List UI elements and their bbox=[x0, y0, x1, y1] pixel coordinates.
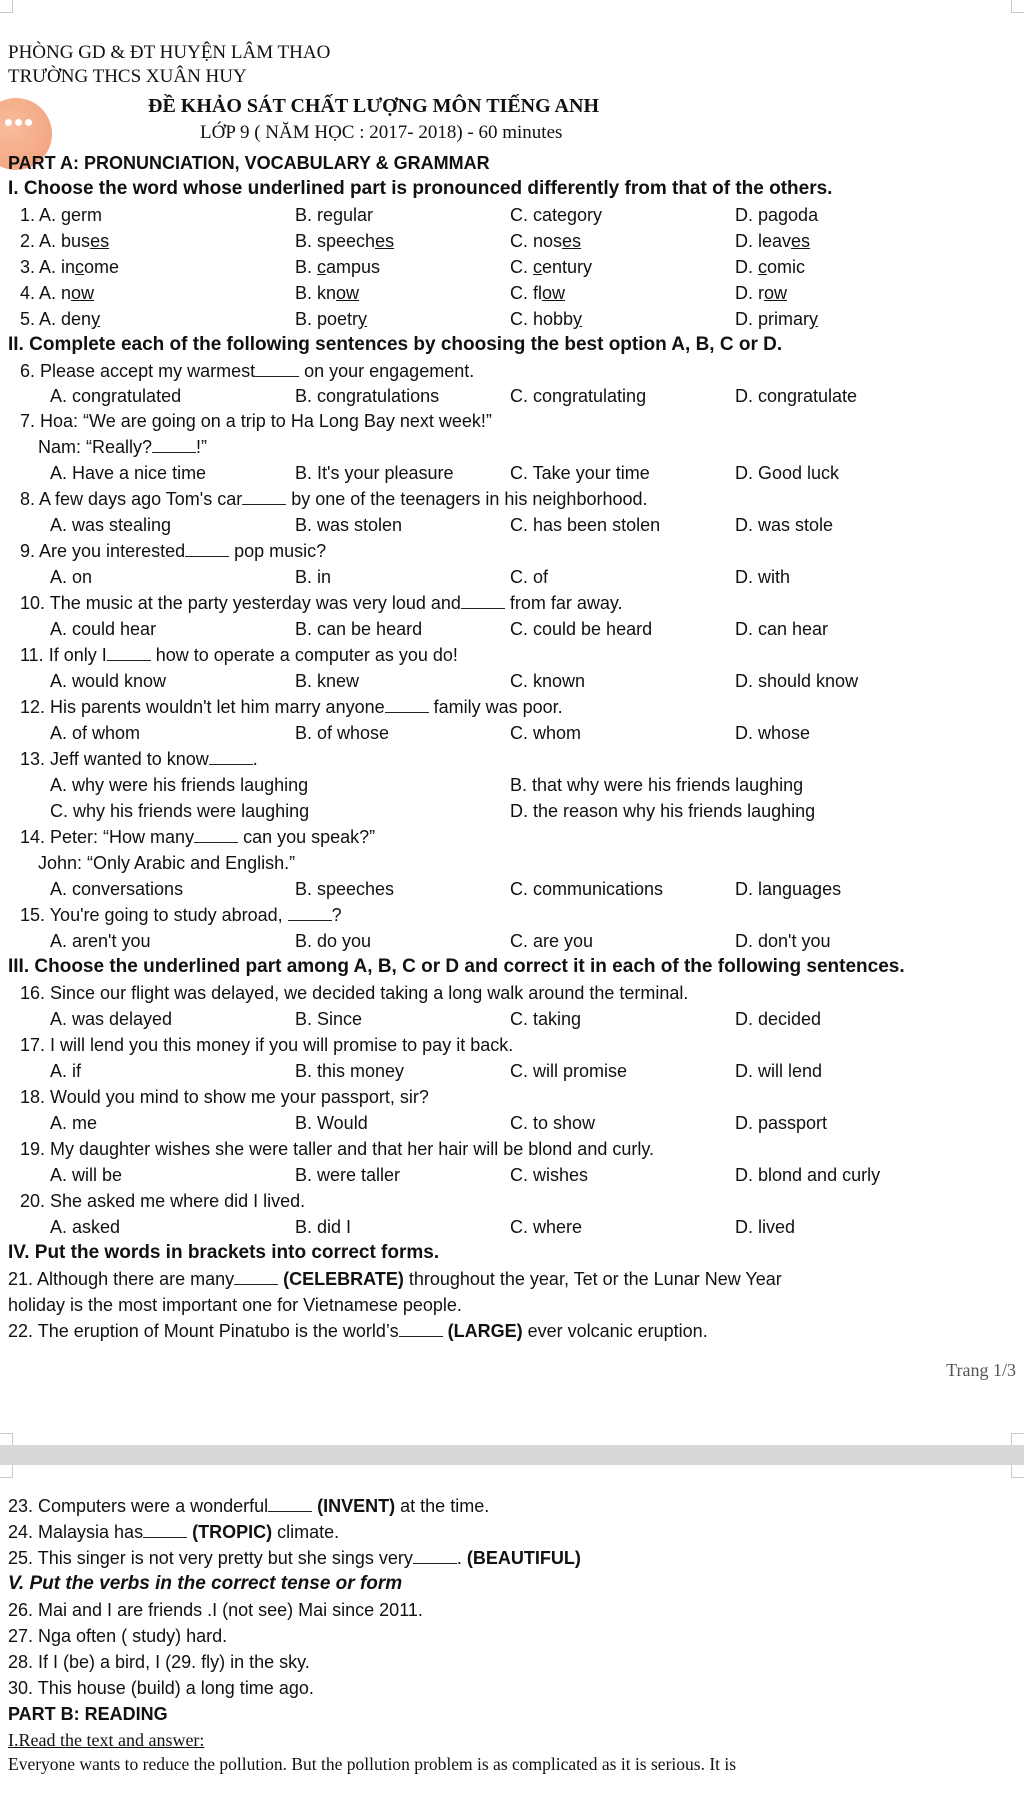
question-14-reply: John: “Only Arabic and English.” bbox=[38, 853, 296, 873]
q19-option-b: B. were taller bbox=[295, 1165, 401, 1185]
q12-option-d: D. whose bbox=[735, 723, 811, 743]
question-11: 11. If only I how to operate a computer as you do! bbox=[20, 645, 458, 665]
q10-option-a: A. could hear bbox=[50, 619, 157, 639]
reading-text: Everyone wants to reduce the pollution. But the pollution problem is as complicated as it is serious. It is bbox=[8, 1754, 737, 1774]
q6-option-d: D. congratulate bbox=[735, 386, 858, 406]
part-a-heading: PART A: PRONUNCIATION, VOCABULARY & GRAMMAR bbox=[8, 153, 490, 173]
page-number: Trang 1/3 bbox=[946, 1360, 1016, 1380]
q19-option-c: C. wishes bbox=[510, 1165, 589, 1185]
section-1-heading: I. Choose the word whose underlined part is pronounced differently from that of the others. bbox=[8, 178, 833, 199]
q13-option-c: C. why his friends were laughing bbox=[50, 801, 310, 821]
section-3-heading: III. Choose the underlined part among A, B, C or D and correct it in each of the following sentences. bbox=[8, 956, 905, 977]
question-7-reply: Nam: “Really? !” bbox=[38, 437, 208, 457]
question-10: 10. The music at the party yesterday was very loud and from far away. bbox=[20, 593, 623, 613]
question-18: 18. Would you mind to show me your passport, sir? bbox=[20, 1087, 429, 1107]
question-21: 21. Although there are many (CELEBRATE) throughout the year, Tet or the Lunar New Year bbox=[8, 1269, 782, 1289]
section-4-heading: IV. Put the words in brackets into correct forms. bbox=[8, 1242, 440, 1263]
q7-option-c: C. Take your time bbox=[510, 463, 650, 483]
q14-option-c: C. communications bbox=[510, 879, 664, 899]
question-21-cont: holiday is the most important one for Vietnamese people. bbox=[8, 1295, 462, 1315]
page-separator bbox=[0, 1445, 1024, 1465]
q17-option-c: C. will promise bbox=[510, 1061, 628, 1081]
header-dept: PHÒNG GD & ĐT HUYỆN LÂM THAO bbox=[8, 42, 331, 63]
question-9: 9. Are you interested pop music? bbox=[20, 541, 327, 561]
section-2-heading: II. Complete each of the following sentences by choosing the best option A, B, C or D. bbox=[8, 334, 783, 355]
page-corner-mark bbox=[1011, 1465, 1024, 1478]
section-5-heading: V. Put the verbs in the correct tense or form bbox=[8, 1573, 403, 1594]
q6-option-a: A. congratulated bbox=[50, 386, 182, 406]
q7-option-b: B. It's your pleasure bbox=[295, 463, 454, 483]
q20-option-c: C. where bbox=[510, 1217, 583, 1237]
q20-option-a: A. asked bbox=[50, 1217, 121, 1237]
q15-option-b: B. do you bbox=[295, 931, 372, 951]
question-17: 17. I will lend you this money if you will promise to pay it back. bbox=[20, 1035, 514, 1055]
page-corner-mark bbox=[0, 0, 13, 13]
question-20: 20. She asked me where did I lived. bbox=[20, 1191, 306, 1211]
q9-option-a: A. on bbox=[50, 567, 93, 587]
q16-option-a: A. was delayed bbox=[50, 1009, 173, 1029]
page-corner-mark bbox=[0, 1465, 13, 1478]
q9-option-c: C. of bbox=[510, 567, 549, 587]
q7-option-d: D. Good luck bbox=[735, 463, 840, 483]
q11-option-b: B. knew bbox=[295, 671, 360, 691]
question-25: 25. This singer is not very pretty but she sings very . (BEAUTIFUL) bbox=[8, 1548, 581, 1568]
exam-page-2 bbox=[0, 1465, 1024, 1820]
q14-option-d: D. languages bbox=[735, 879, 842, 899]
question-27: 27. Nga often ( study) hard. bbox=[8, 1626, 228, 1646]
q14-option-a: A. conversations bbox=[50, 879, 184, 899]
question-6: 6. Please accept my warmest on your engagement. bbox=[20, 361, 475, 381]
question-28: 28. If I (be) a bird, I (29. fly) in the sky. bbox=[8, 1652, 310, 1672]
question-12: 12. His parents wouldn't let him marry anyone family was poor. bbox=[20, 697, 563, 717]
q13-option-d: D. the reason why his friends laughing bbox=[510, 801, 816, 821]
q15-option-c: C. are you bbox=[510, 931, 594, 951]
q8-option-b: B. was stolen bbox=[295, 515, 403, 535]
q17-option-d: D. will lend bbox=[735, 1061, 823, 1081]
q6-option-b: B. congratulations bbox=[295, 386, 440, 406]
question-30: 30. This house (build) a long time ago. bbox=[8, 1678, 314, 1698]
question-15: 15. You're going to study abroad, ? bbox=[20, 905, 342, 925]
q19-option-a: A. will be bbox=[50, 1165, 123, 1185]
q6-option-c: C. congratulating bbox=[510, 386, 647, 406]
page-corner-mark bbox=[1011, 0, 1024, 13]
q10-option-b: B. can be heard bbox=[295, 619, 423, 639]
question-24: 24. Malaysia has (TROPIC) climate. bbox=[8, 1522, 340, 1542]
q10-option-c: C. could be heard bbox=[510, 619, 653, 639]
question-19: 19. My daughter wishes she were taller and that her hair will be blond and curly. bbox=[20, 1139, 655, 1159]
decorative-dots bbox=[5, 113, 39, 125]
q17-option-a: A. if bbox=[50, 1061, 82, 1081]
question-13: 13. Jeff wanted to know . bbox=[20, 749, 258, 769]
exam-title: ĐỀ KHẢO SÁT CHẤT LƯỢNG MÔN TIẾNG ANH bbox=[148, 95, 599, 117]
q18-option-d: D. passport bbox=[735, 1113, 828, 1133]
grade-year: LỚP 9 ( NĂM HỌC : 2017- 2018) - 60 minutes bbox=[200, 122, 563, 143]
q10-option-d: D. can hear bbox=[735, 619, 829, 639]
q9-option-d: D. with bbox=[735, 567, 791, 587]
q15-option-d: D. don't you bbox=[735, 931, 831, 951]
reading-instruction: I.Read the text and answer: bbox=[8, 1730, 205, 1750]
q11-option-c: C. known bbox=[510, 671, 586, 691]
q20-option-d: D. lived bbox=[735, 1217, 796, 1237]
q19-option-d: D. blond and curly bbox=[735, 1165, 881, 1185]
q13-option-b: B. that why were his friends laughing bbox=[510, 775, 804, 795]
question-14: 14. Peter: “How many can you speak?” bbox=[20, 827, 376, 847]
part-b-heading: PART B: READING bbox=[8, 1704, 168, 1724]
q11-option-a: A. would know bbox=[50, 671, 167, 691]
q17-option-b: B. this money bbox=[295, 1061, 405, 1081]
q18-option-b: B. Would bbox=[295, 1113, 368, 1133]
exam-page-1: PHÒNG GD & ĐT HUYỆN LÂM THAO TRƯỜNG THCS XUÂN HUY ĐỀ KHẢO SÁT CHẤT LƯỢNG MÔN TIẾNG ANH LỚP 9 ( NĂM HỌC : 2017- 2018) - 60 minutes PART A: PRONUNCIATION, VOCABULARY & GRAMMAR I. Choose the word whose underlined part is pronounced differently from that of the others. 1. A. germ B. regular C. category D. pagoda 2. A. buses B. speeches C. noses D. leaves 3. A. income B. campus C. century D. comic 4. A. now B. know C. flow D. row 5. A. deny B. poetry C. hobby D. primary II. Complete each of the following sentences by choosing the best option A, B, C or D. 6. Please accept my warmest on your engagement. A. congratulated B. congratulations C. congratulating D. congratulate 7. Hoa: “We are going on a trip to Ha Long Bay next week!” Nam: “Really? !” A. Have a nice time B. It's your pleasure C. Take your time D. Good luck 8. A few days ago Tom's car by one of the teenagers in his neighborhood. A. was stealing B. was stolen C. has been stolen D. was stole 9. Are you interested pop music? A. on B. in C. of D. with 10. The music at the party yesterday was very loud and from far away. A. could hear B. can be heard C. could be heard D. can hear 11. If only I how to operate a computer as you do! A. would know B. knew C. known D. should know 12. His parents wouldn't let him marry anyone family was poor. A. of whom B. of whose C. whom D. whose 13. Jeff wanted to know . A. why were his friends laughing B. that why were his friends laughing C. why his friends were laughing D. the reason why his friends laughing 14. Peter: “How many can you speak?” John: “Only Arabic and English.” A. conversations B. speeches C. communications D. languages 15. You're going to study abroad, ? A. aren't you B. do you C. are you D. don't you III. Choose the underlined part among A, B, C or D and correct it in each of the following sentences. 16. Since our flight was delayed, we decided taking a long walk around the terminal. A. was delayed B. Since C. taking D. decided 17. I will lend you this money if you will promise to pay it back. A. if B. this money C. will promise D. will lend 18. Would you mind to show me your passport, sir? A. me B. Would C. to show D. passport 19. My daughter wishes she were taller and that her hair will be blond and curly. A. will be B. were taller C. wishes D. blond and curly 20. She asked me where did I lived. A. asked B. did I C. where D. lived IV. Put the words in brackets into correct forms. 21. Although there are many (CELEBRATE) throughout the year, Tet or the Lunar New Year holiday is the most important one for Vietnamese people. 22. The eruption of Mount Pinatubo is the world’s (LARGE) ever volcanic eruption. Trang 1/3 bbox=[0, 0, 1024, 1445]
q16-option-b: B. Since bbox=[295, 1009, 363, 1029]
q8-option-d: D. was stole bbox=[735, 515, 834, 535]
q15-option-a: A. aren't you bbox=[50, 931, 151, 951]
q8-option-c: C. has been stolen bbox=[510, 515, 661, 535]
q16-option-c: C. taking bbox=[510, 1009, 582, 1029]
question-7: 7. Hoa: “We are going on a trip to Ha Long Bay next week!” bbox=[20, 411, 492, 431]
question-26: 26. Mai and I are friends .I (not see) Mai since 2011. bbox=[8, 1600, 423, 1620]
q18-option-c: C. to show bbox=[510, 1113, 596, 1133]
q9-option-b: B. in bbox=[295, 567, 332, 587]
q20-option-b: B. did I bbox=[295, 1217, 352, 1237]
q7-option-a: A. Have a nice time bbox=[50, 463, 207, 483]
q18-option-a: A. me bbox=[50, 1113, 98, 1133]
q13-option-a: A. why were his friends laughing bbox=[50, 775, 309, 795]
question-22: 22. The eruption of Mount Pinatubo is the world’s (LARGE) ever volcanic eruption. bbox=[8, 1321, 708, 1341]
q12-option-b: B. of whose bbox=[295, 723, 390, 743]
question-16: 16. Since our flight was delayed, we decided taking a long walk around the terminal. bbox=[20, 983, 689, 1003]
q12-option-c: C. whom bbox=[510, 723, 582, 743]
question-23: 23. Computers were a wonderful (INVENT) at the time. bbox=[8, 1496, 490, 1516]
q12-option-a: A. of whom bbox=[50, 723, 141, 743]
q16-option-d: D. decided bbox=[735, 1009, 822, 1029]
header-school: TRƯỜNG THCS XUÂN HUY bbox=[8, 66, 247, 87]
q14-option-b: B. speeches bbox=[295, 879, 395, 899]
question-8: 8. A few days ago Tom's car by one of the teenagers in his neighborhood. bbox=[20, 489, 648, 509]
q8-option-a: A. was stealing bbox=[50, 515, 172, 535]
q11-option-d: D. should know bbox=[735, 671, 859, 691]
